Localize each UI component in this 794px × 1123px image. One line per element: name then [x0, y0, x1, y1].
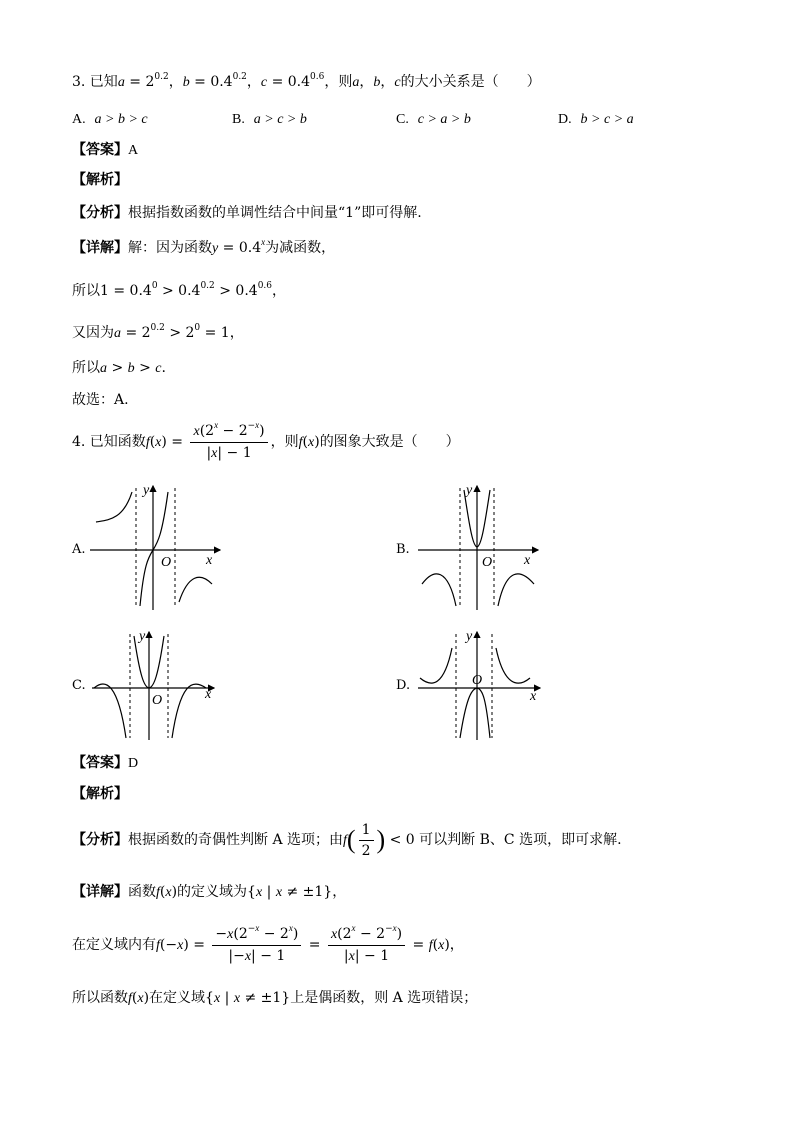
- q4-xiangjie: 【详解】函数f(x)的定义域为{x | x ≠ ±1}，: [72, 884, 347, 900]
- q3-stem: 3. 已知$a = 2^{0.2}$，$b = 0.4^{0.2}$，$c = 0.4^{0.6}$，则a，b，c的大小关系是（ ）: [72, 72, 541, 90]
- q3-option-d: D. b > c > a: [558, 112, 634, 127]
- q4-function-fraction: $\frac{x(2^x - 2^{-x})}{|x| - 1}$: [190, 421, 267, 464]
- graph-label-c: C.: [72, 678, 86, 693]
- graph-label-a: A.: [72, 542, 86, 557]
- y-label: y: [466, 629, 473, 644]
- origin-label: O: [152, 693, 163, 708]
- x-label: x: [205, 687, 212, 702]
- q3-option-b: B. a > c > b: [232, 112, 307, 127]
- graph-d: [414, 628, 554, 743]
- q4-line-suoyi: 所以函数f(x)在定义域{x | x ≠ ±1}上是偶函数，则 A 选项错误；: [72, 990, 478, 1006]
- x-label: x: [524, 553, 531, 568]
- q4-answer: 【答案】D: [72, 755, 139, 771]
- q3-line-youyinwei: 又因为$a = 2^{0.2} > 2^0 = 1$，: [72, 323, 244, 341]
- curve-left: [422, 574, 456, 606]
- curve-right: [179, 577, 212, 602]
- q3-analysis-heading: 【解析】: [72, 172, 128, 188]
- q4-stem: 4. 已知函数f(x) = $\frac{x(2^x - 2^{-x})}{|x| - 1}$ ，则f(x)的图象大致是（ ）: [72, 420, 460, 465]
- q3-line-guxuan: 故选：A.: [72, 392, 129, 408]
- q4-line-neiyou: 在定义域内有f(−x) = $\frac{-x(2^{-x} - 2^x)}{|-x| - 1}$ = $\frac{x(2^x - 2^{-x})}{|x| - 1}$ = f(x)，: [72, 922, 464, 964]
- curve-left: [420, 648, 452, 683]
- curve-right: [172, 684, 206, 738]
- graph-label-b: B.: [396, 542, 410, 557]
- q3-fenxi: 【分析】根据指数函数的单调性结合中间量“1”即可得解.: [72, 205, 422, 221]
- graph-label-d: D.: [396, 678, 411, 693]
- graph-b: [414, 480, 554, 615]
- curve-left: [94, 684, 126, 738]
- graph-c: [88, 628, 228, 743]
- y-label: y: [143, 483, 150, 498]
- origin-label: O: [161, 555, 172, 570]
- origin-label: O: [482, 555, 493, 570]
- q3-stem-prefix: 3. 已知: [72, 74, 118, 90]
- curve-right: [498, 574, 534, 606]
- q3-option-a: A. a > b > c: [72, 112, 148, 127]
- q3-option-c: C. c > a > b: [396, 112, 471, 127]
- q3-line-suoyi-2: 所以a > b > c.: [72, 360, 166, 376]
- q4-analysis-heading: 【解析】: [72, 786, 128, 802]
- graph-a: [88, 480, 238, 615]
- curve-right: [496, 648, 530, 683]
- curve-left: [96, 492, 132, 522]
- origin-label: O: [472, 673, 483, 688]
- x-label: x: [206, 553, 213, 568]
- curve-middle: [140, 492, 168, 606]
- q3-answer: 【答案】A: [72, 142, 139, 158]
- x-label: x: [530, 689, 537, 704]
- q3-stem-suffix: 的大小关系是（ ）: [400, 74, 541, 90]
- curve-middle: [460, 688, 490, 738]
- q4-fenxi: 【分析】根据函数的奇偶性判断 A 选项；由f( $\frac{1}{2}$ ) < 0 可以判断 B、C 选项，即可求解.: [72, 821, 622, 859]
- y-label: y: [466, 483, 473, 498]
- y-label: y: [139, 629, 146, 644]
- q3-line-suoyi-1: 所以$1 = 0.4^0 > 0.4^{0.2} > 0.4^{0.6}$，: [72, 281, 287, 299]
- q3-xiangjie: 【详解】解：因为函数$y = 0.4^x$为减函数，: [72, 237, 336, 256]
